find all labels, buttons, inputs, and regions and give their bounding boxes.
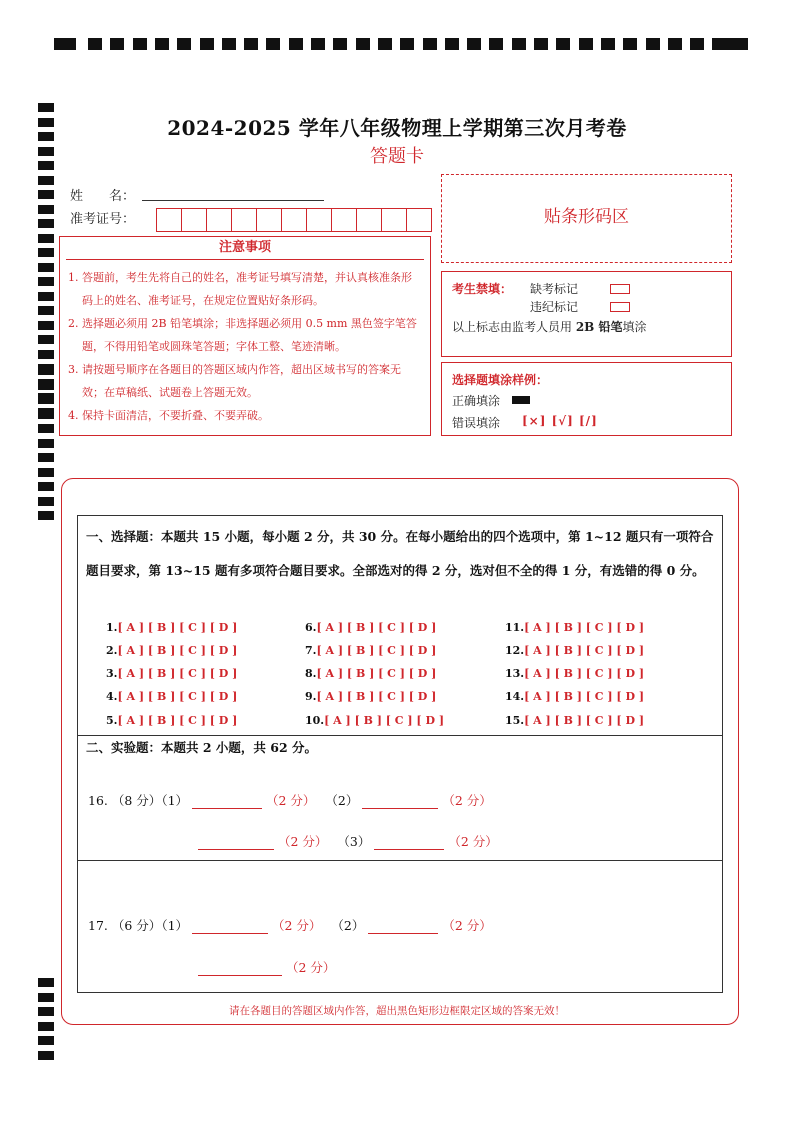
choice-number: 6.: [305, 621, 317, 634]
choice-options[interactable]: [ A ] [ B ] [ C ] [ D ]: [524, 621, 645, 634]
timing-mark: [38, 497, 54, 506]
timing-mark: [445, 38, 459, 50]
q16-part2: （2）: [325, 793, 359, 808]
choice-number: 13.: [505, 667, 525, 680]
q16-line2: [198, 832, 498, 850]
timing-mark: [38, 468, 54, 477]
timing-mark: [311, 38, 325, 50]
timing-mark: [38, 395, 54, 404]
choice-options[interactable]: [ A ] [ B ] [ C ] [ D ]: [524, 690, 645, 703]
exam-number-boxes[interactable]: [156, 208, 431, 230]
q17-1-blank[interactable]: [192, 919, 268, 934]
timing-mark: [266, 38, 280, 50]
timing-mark: [38, 277, 54, 286]
notice-item: 1. 答题前，考生先将自己的姓名，准考证号填写清楚，并认真核准条形码上的姓名、准考证号，在规定位置贴好条形码。: [68, 271, 412, 307]
timing-mark: [177, 38, 191, 50]
choice-number: 8.: [305, 667, 317, 680]
choice-options[interactable]: [ A ] [ B ] [ C ] [ D ]: [524, 714, 645, 727]
choice-question: [106, 621, 237, 634]
absent-mark-label: 缺考标记: [530, 282, 579, 296]
q17-2-score: （2 分）: [442, 918, 492, 933]
exam-digit-box[interactable]: [156, 208, 182, 232]
q16-2-score: （2 分）: [442, 793, 492, 808]
choice-question: [305, 690, 436, 703]
choice-options[interactable]: [ A ] [ B ] [ C ] [ D ]: [117, 667, 238, 680]
timing-mark: [289, 38, 303, 50]
timing-mark: [534, 38, 548, 50]
choice-number: 12.: [505, 644, 525, 657]
q16-2b-blank[interactable]: [198, 835, 274, 850]
exam-digit-box[interactable]: [381, 208, 407, 232]
choice-options[interactable]: [ A ] [ B ] [ C ] [ D ]: [316, 667, 437, 680]
timing-mark: [467, 38, 481, 50]
notice-box: [59, 236, 431, 436]
choice-question: [106, 714, 237, 727]
name-field[interactable]: [142, 200, 324, 201]
exam-digit-box[interactable]: [406, 208, 432, 232]
exam-digit-box[interactable]: [306, 208, 332, 232]
timing-mark: [110, 38, 124, 50]
choice-options[interactable]: [ A ] [ B ] [ C ] [ D ]: [316, 644, 437, 657]
timing-mark: [400, 38, 414, 50]
timing-mark: [38, 190, 54, 199]
q17-line1: [88, 916, 492, 934]
timing-mark: [38, 205, 54, 214]
q16-part3: （3）: [337, 834, 371, 849]
timing-mark: [38, 1036, 54, 1045]
timing-mark: [200, 38, 214, 50]
timing-mark: [38, 993, 54, 1002]
notice-title: 注意事项: [66, 237, 424, 260]
choice-question: [106, 644, 237, 657]
timing-mark: [38, 335, 54, 344]
wrong-fill-samples: [×] [√] [/]: [522, 414, 598, 428]
page-title: 2024-2025 学年八年级物理上学期第三次月考卷: [167, 116, 627, 140]
choice-question: [505, 644, 644, 657]
q16-label: 16.: [88, 793, 108, 808]
choice-options[interactable]: [ A ] [ B ] [ C ] [ D ]: [524, 644, 645, 657]
absent-mark-box[interactable]: [610, 284, 630, 294]
exam-digit-box[interactable]: [231, 208, 257, 232]
timing-mark: [668, 38, 682, 50]
name-label: 姓 名：: [70, 189, 136, 204]
timing-mark: [38, 176, 54, 185]
choice-question: [505, 621, 644, 634]
choice-options[interactable]: [ A ] [ B ] [ C ] [ D ]: [117, 690, 238, 703]
q17-part1: （1）: [161, 918, 189, 933]
q16-1-score: （2 分）: [265, 793, 316, 808]
choice-number: 15.: [505, 714, 525, 727]
timing-mark: [38, 219, 54, 228]
exam-digit-box[interactable]: [281, 208, 307, 232]
choice-number: 10.: [305, 714, 325, 727]
timing-mark: [38, 439, 54, 448]
section-divider: [77, 735, 723, 736]
q17-line2: [198, 958, 335, 976]
footer-warning: 请在各题目的答题区域内作答，超出黑色矩形边框限定区域的答案无效！: [229, 1005, 565, 1017]
section2-title: 二、实验题：本题共 2 小题，共 62 分。: [86, 740, 318, 755]
violation-mark-label: 违纪标记: [530, 300, 579, 314]
exam-digit-box[interactable]: [206, 208, 232, 232]
exam-digit-box[interactable]: [181, 208, 207, 232]
timing-mark: [38, 424, 54, 433]
choice-question: [106, 667, 237, 680]
timing-mark: [38, 381, 54, 390]
q17-points: （6 分）: [111, 918, 162, 933]
choice-question: [305, 644, 436, 657]
timing-mark: [133, 38, 147, 50]
choice-question: [305, 621, 436, 634]
timing-mark: [38, 263, 54, 272]
barcode-area: 贴条形码区: [441, 174, 732, 263]
choice-options[interactable]: [ A ] [ B ] [ C ] [ D ]: [524, 667, 645, 680]
correct-fill-sample: [512, 396, 530, 404]
examiner-only-box: [441, 271, 732, 357]
examiner-note: 以上标志由监考人员用 2B 铅笔填涂: [452, 320, 647, 334]
exam-number-label: 准考证号：: [70, 212, 136, 227]
q17-label: 17.: [88, 918, 108, 933]
exam-digit-box[interactable]: [331, 208, 357, 232]
top-timing-marks: [54, 38, 748, 50]
timing-mark: [38, 366, 54, 375]
violation-mark-box[interactable]: [610, 302, 630, 312]
choice-options[interactable]: [ A ] [ B ] [ C ] [ D ]: [316, 621, 437, 634]
choice-number: 7.: [305, 644, 317, 657]
timing-mark: [38, 1051, 54, 1060]
notice-item: 4. 保持卡面清洁，不要折叠、不要弄破。: [68, 409, 269, 422]
timing-mark: [356, 38, 370, 50]
choice-question: [305, 714, 444, 727]
timing-mark: [38, 511, 54, 520]
choice-number: 5.: [106, 714, 118, 727]
exam-digit-box[interactable]: [356, 208, 382, 232]
choice-number: 9.: [305, 690, 317, 703]
q16-points: （8 分）: [111, 793, 162, 808]
choice-question: [505, 690, 644, 703]
examiner-only-title: 考生禁填：: [452, 282, 513, 296]
timing-mark: [222, 38, 236, 50]
timing-mark: [724, 38, 748, 50]
timing-mark: [378, 38, 392, 50]
timing-mark: [38, 292, 54, 301]
fill-sample-box: [441, 362, 732, 436]
q16-line1: [88, 791, 492, 809]
page-subtitle: 答题卡: [370, 146, 424, 167]
timing-mark: [489, 38, 503, 50]
correct-fill-label: 正确填涂: [452, 394, 501, 408]
timing-mark: [623, 38, 637, 50]
fill-sample-title: 选择题填涂样例：: [452, 373, 549, 387]
timing-mark: [333, 38, 347, 50]
q16-3-score: （2 分）: [448, 834, 498, 849]
notice-item: 3. 请按题号顺序在各题目的答题区域内作答，超出区域书写的答案无效；在草稿纸、试题卷上答题无效。: [68, 363, 401, 399]
q17-2b-blank[interactable]: [198, 961, 282, 976]
q16-2-blank[interactable]: [362, 794, 438, 809]
choice-number: 3.: [106, 667, 118, 680]
choice-number: 1.: [106, 621, 118, 634]
choice-options[interactable]: [ A ] [ B ] [ C ] [ D ]: [316, 690, 437, 703]
timing-mark: [423, 38, 437, 50]
notice-list: [60, 260, 430, 427]
section1-instructions: 一、选择题：本题共 15 小题，每小题 2 分，共 30 分。在每小题给出的四个选项中，第 1~12 题只有一项符合题目要求，第 13~15 题有多项符合题目要求。全部选对的得 2 分，选对但不全的得 1 分，有选错的得 0 分。: [86, 529, 714, 578]
q17-2-blank[interactable]: [368, 919, 438, 934]
timing-mark: [646, 38, 660, 50]
timing-mark: [155, 38, 169, 50]
timing-mark: [38, 306, 54, 315]
timing-mark: [38, 248, 54, 257]
timing-mark: [601, 38, 615, 50]
q16-2b-score: （2 分）: [277, 834, 328, 849]
timing-mark: [690, 38, 704, 50]
choice-question: [505, 667, 644, 680]
q16-1-blank[interactable]: [192, 794, 262, 809]
q17-part2: （2）: [331, 918, 365, 933]
timing-mark: [38, 482, 54, 491]
timing-mark: [38, 103, 54, 112]
timing-mark: [38, 453, 54, 462]
section-divider: [77, 860, 723, 861]
timing-mark: [38, 234, 54, 243]
timing-mark: [579, 38, 593, 50]
choice-options[interactable]: [ A ] [ B ] [ C ] [ D ]: [117, 621, 238, 634]
choice-options[interactable]: [ A ] [ B ] [ C ] [ D ]: [117, 714, 238, 727]
timing-mark: [88, 38, 102, 50]
timing-mark: [38, 1022, 54, 1031]
timing-mark: [54, 38, 76, 50]
choice-options[interactable]: [ A ] [ B ] [ C ] [ D ]: [324, 714, 445, 727]
notice-item: 2. 选择题必须用 2B 铅笔填涂；非选择题必须用 0.5 mm 黑色签字笔答题，不得用铅笔或圆珠笔答题；字体工整、笔迹清晰。: [68, 317, 417, 353]
choice-question: [505, 714, 644, 727]
choice-options[interactable]: [ A ] [ B ] [ C ] [ D ]: [117, 644, 238, 657]
choice-question: [305, 667, 436, 680]
timing-mark: [38, 321, 54, 330]
timing-mark: [38, 350, 54, 359]
choice-number: 2.: [106, 644, 118, 657]
choice-number: 4.: [106, 690, 118, 703]
timing-mark: [512, 38, 526, 50]
wrong-fill-label: 错误填涂: [452, 416, 501, 430]
choice-number: 14.: [505, 690, 525, 703]
q17-1-score: （2 分）: [271, 918, 322, 933]
timing-mark: [38, 410, 54, 419]
q16-3-blank[interactable]: [374, 835, 444, 850]
q17-2b-score: （2 分）: [285, 960, 336, 975]
exam-digit-box[interactable]: [256, 208, 282, 232]
timing-mark: [556, 38, 570, 50]
timing-mark: [38, 978, 54, 987]
q16-part1: （1）: [161, 793, 189, 808]
choice-question: [106, 690, 237, 703]
timing-mark: [244, 38, 258, 50]
choice-number: 11.: [505, 621, 525, 634]
